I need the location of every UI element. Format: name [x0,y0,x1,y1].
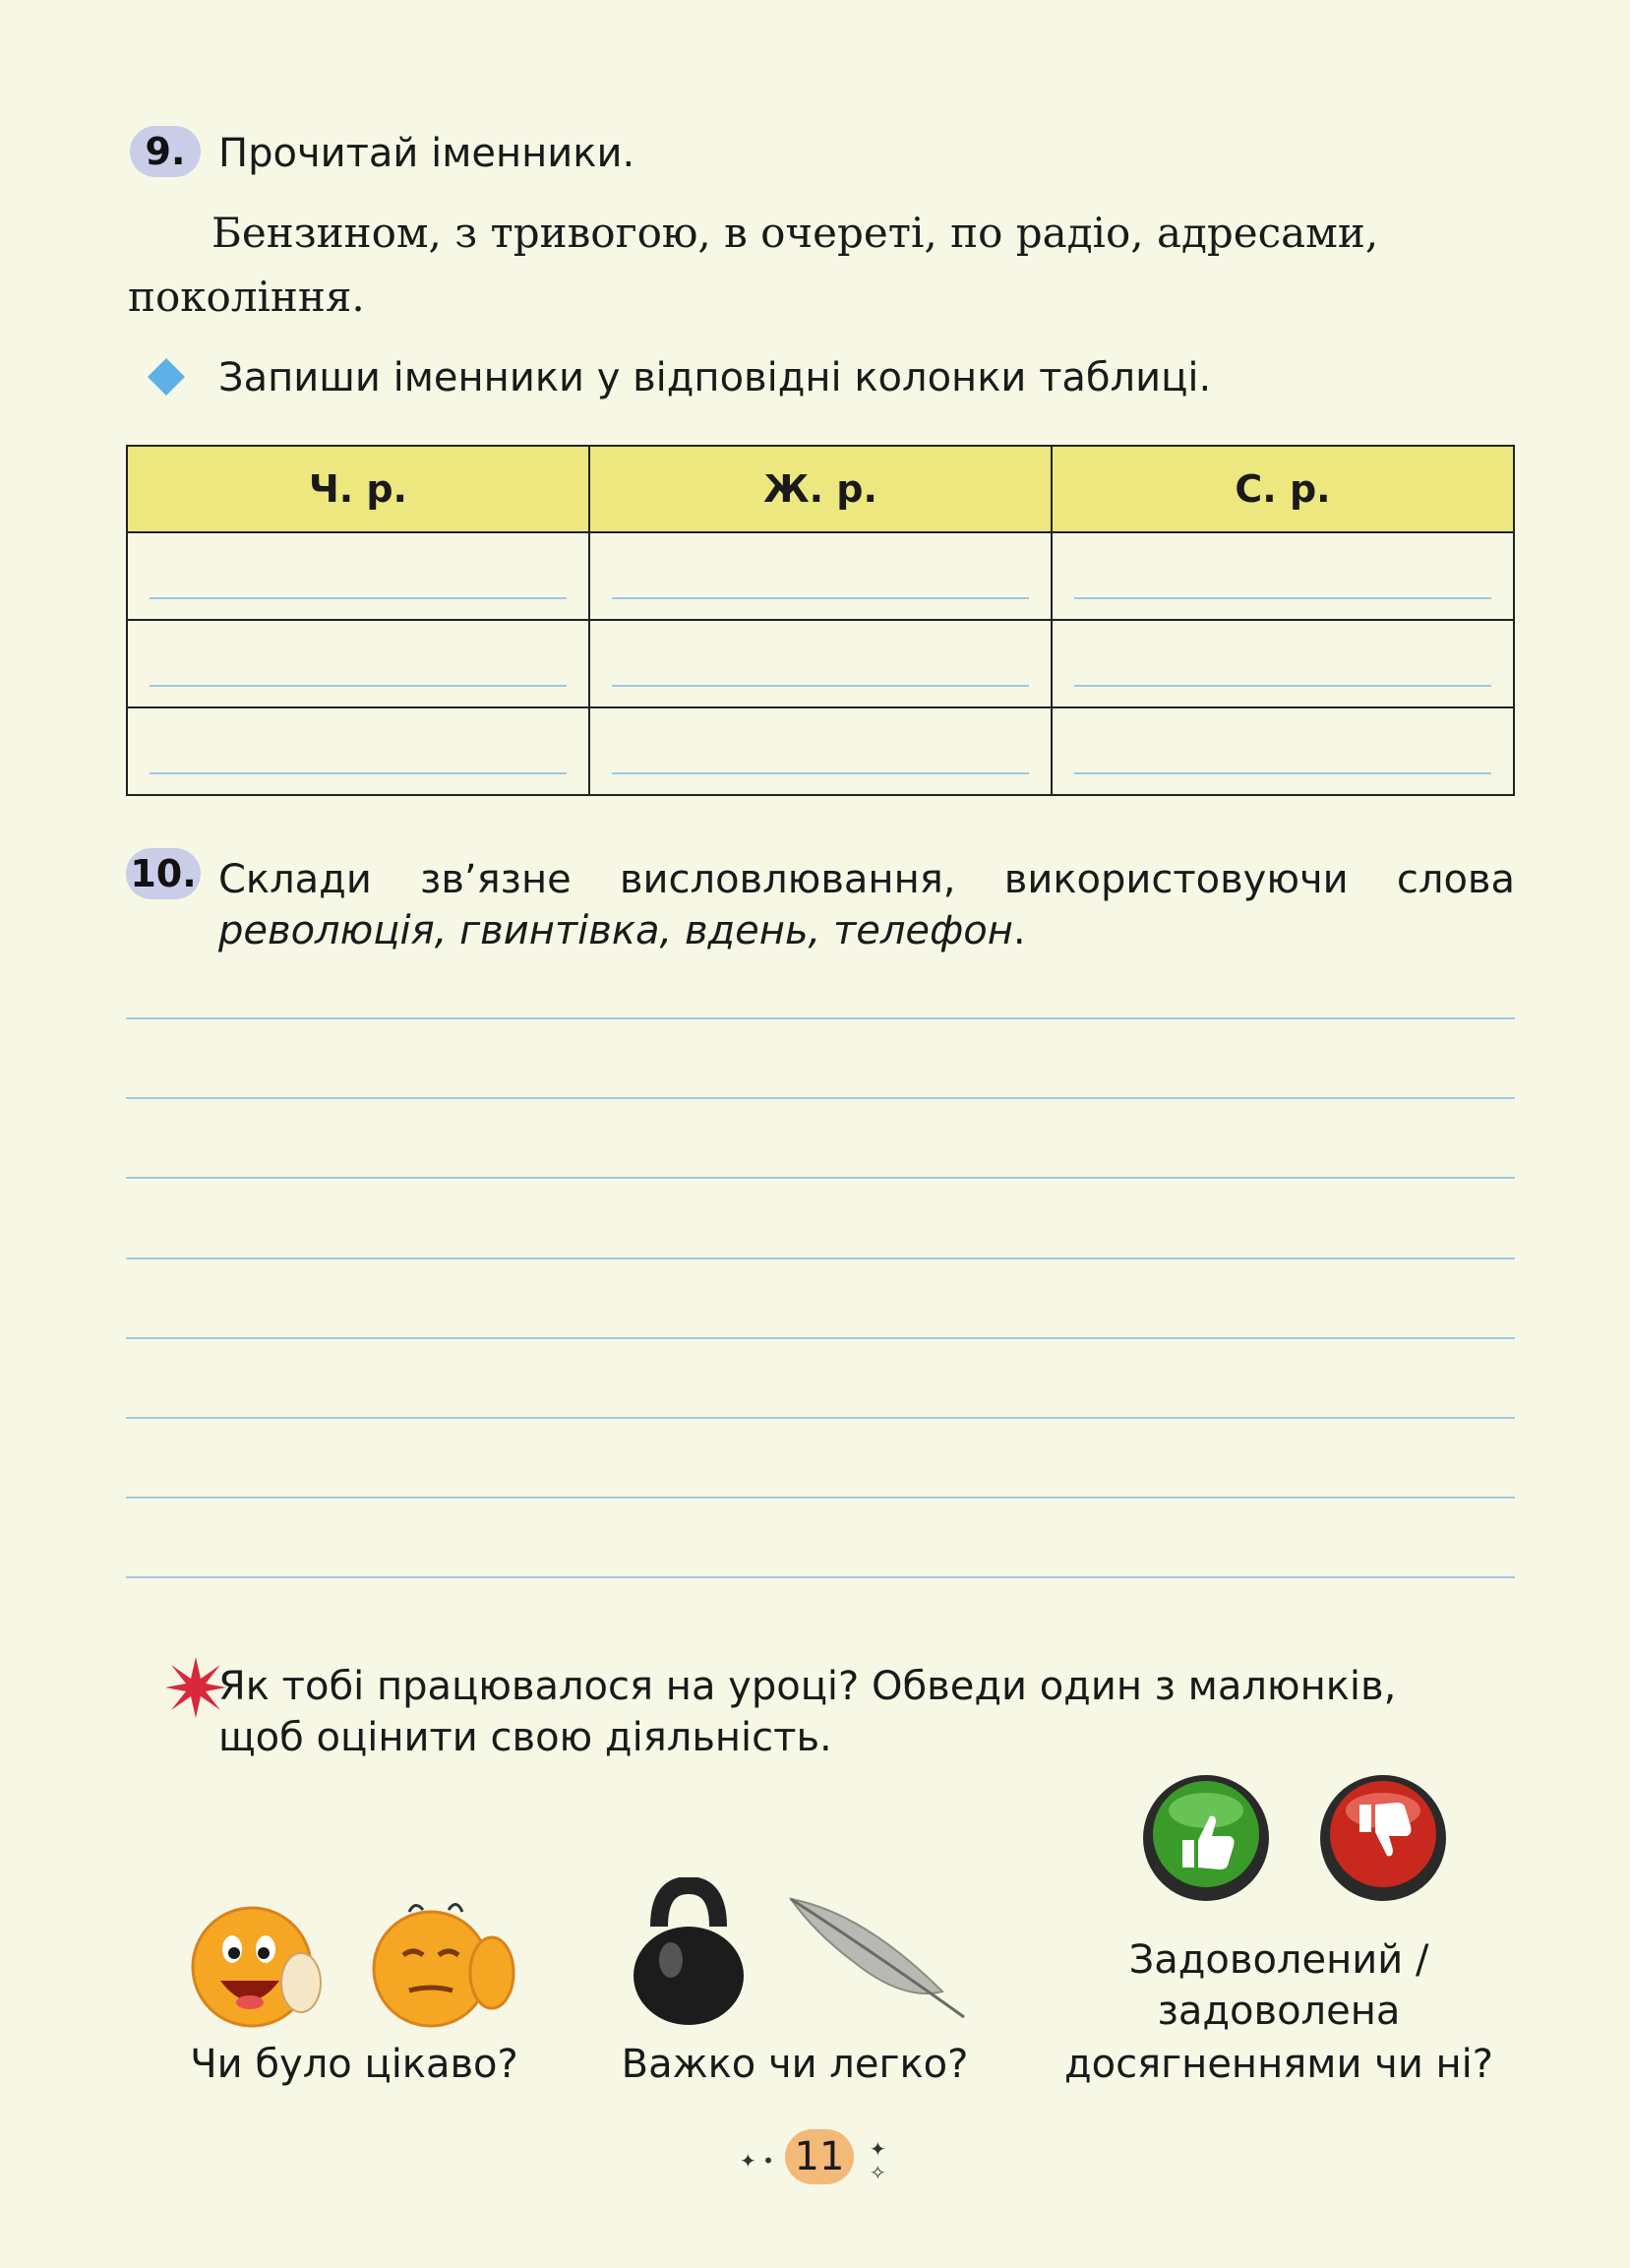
task-10-text-line2 [218,905,1026,956]
writing-line[interactable] [126,1576,1515,1578]
task-9-words-line2: покоління. [128,273,365,321]
caption-difficulty: Важко чи легко? [621,2042,969,2087]
header-masculine: Ч. р. [127,446,589,532]
table-cell[interactable] [127,532,589,620]
task-10-period: . [1012,908,1026,953]
kettlebell-icon[interactable] [630,1877,748,2025]
page-number: 11 [785,2129,854,2184]
table-cell[interactable] [589,532,1052,620]
writing-line[interactable] [126,1337,1515,1339]
writing-line[interactable] [126,1097,1515,1099]
caption-satisfaction-line3: досягненнями чи ні? [1063,2042,1494,2087]
writing-line[interactable] [126,1497,1515,1499]
reflection-text-line1: Як тобі працювалося на уроці? Обведи один з малюнків, [218,1664,1397,1709]
feather-icon[interactable] [785,1893,972,2021]
caption-interest: Чи було цікаво? [190,2042,518,2087]
writing-line[interactable] [126,1257,1515,1259]
header-neuter: С. р. [1052,446,1514,532]
table-row [127,707,1514,795]
table-cell[interactable] [589,620,1052,707]
happy-smiley-icon[interactable] [185,1904,332,2032]
table-row [127,620,1514,707]
page-number-left-stars: ✦ • [740,2149,774,2173]
table-row [127,532,1514,620]
table-cell[interactable] [127,707,589,795]
task-10-text-line1: Склади зв’язне висловлювання, використовуючи слова [218,857,1515,902]
task-10-number: 10. [126,848,201,899]
table-header-row [127,446,1514,532]
table-cell[interactable] [1052,707,1514,795]
table-cell[interactable] [589,707,1052,795]
thumbs-down-icon[interactable] [1316,1771,1450,1905]
writing-line[interactable] [126,1017,1515,1019]
page-number-right-stars: ✦ ✧ [870,2137,886,2184]
reflection-text-line2: щоб оцінити свою діяльність. [218,1715,832,1760]
task-9-title: Прочитай іменники. [218,131,635,176]
task-9-instruction: Запиши іменники у відповідні колонки таблиці. [218,355,1212,400]
table-cell[interactable] [1052,620,1514,707]
header-feminine: Ж. р. [589,446,1052,532]
writing-line[interactable] [126,1177,1515,1179]
diamond-bullet-icon [146,356,187,398]
gender-table [126,445,1515,796]
bored-smiley-icon[interactable] [354,1894,521,2032]
thumbs-up-icon[interactable] [1139,1771,1273,1905]
table-cell[interactable] [127,620,589,707]
caption-satisfaction-line2: задоволена [1157,1989,1401,2034]
caption-satisfaction-line1: Задоволений / [1128,1937,1429,1983]
task-10-keywords: революція, гвинтівка, вдень, телефон [218,908,1013,953]
task-9-words-line1: Бензином, з тривогою, в очереті, по радіо, адресами, [211,209,1379,257]
writing-line[interactable] [126,1417,1515,1419]
table-cell[interactable] [1052,532,1514,620]
task-9-number: 9. [130,126,201,177]
